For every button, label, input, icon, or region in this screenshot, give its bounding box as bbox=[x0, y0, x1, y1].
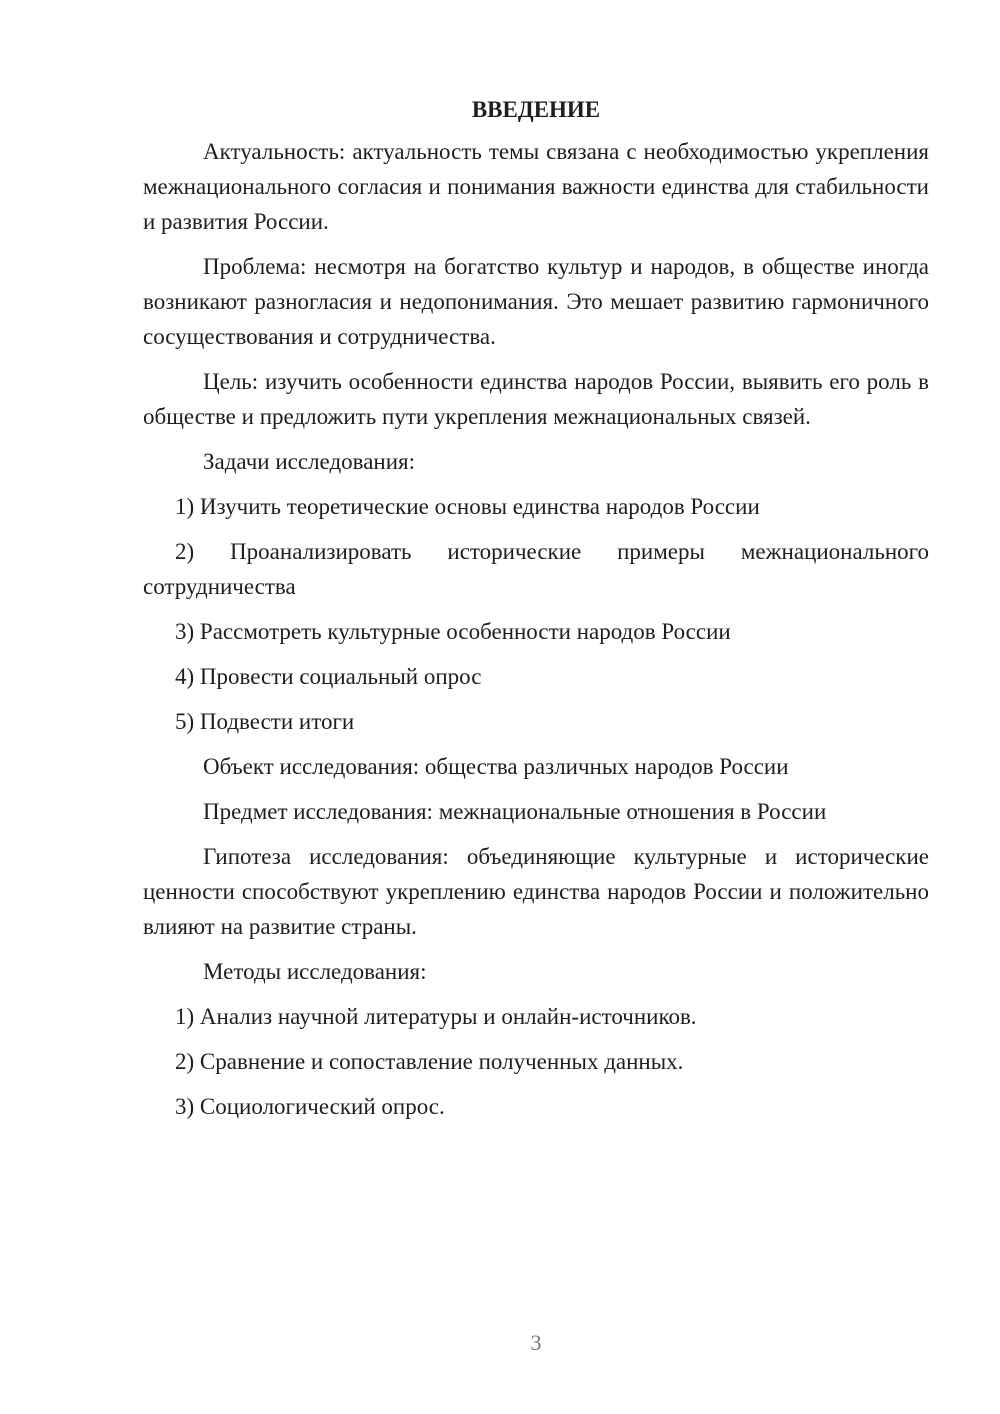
subject-paragraph: Предмет исследования: межнациональные отношения в России bbox=[203, 799, 827, 824]
method-item-3: 3) Социологический опрос. bbox=[175, 1094, 445, 1119]
task-item-4: 4) Провести социальный опрос bbox=[175, 664, 482, 689]
goal-paragraph: Цель: изучить особенности единства народов России, выявить его роль в обществе и предложить пути укрепления межнациональных связей. bbox=[143, 369, 929, 429]
hypothesis-paragraph: Гипотеза исследования: объединяющие культурные и исторические ценности способствуют укреплению единства народов России и положительно влияют на развитие страны. bbox=[143, 844, 929, 939]
method-item-2: 2) Сравнение и сопоставление полученных данных. bbox=[175, 1049, 684, 1074]
object-paragraph: Объект исследования: общества различных народов России bbox=[203, 754, 789, 779]
task-item-5: 5) Подвести итоги bbox=[175, 709, 355, 734]
method-item-1: 1) Анализ научной литературы и онлайн-источников. bbox=[175, 1004, 697, 1029]
problem-paragraph: Проблема: несмотря на богатство культур и народов, в обществе иногда возникают разногласия и недопонимания. Это мешает развитию гармоничного сосуществования и сотрудничества. bbox=[143, 254, 929, 349]
task-item-2: 2) Проанализировать исторические примеры межнационального сотрудничества bbox=[143, 539, 929, 599]
relevance-paragraph: Актуальность: актуальность темы связана с необходимостью укрепления межнационального согласия и понимания важности единства для стабильности и развития России. bbox=[143, 139, 929, 234]
page-number: 3 bbox=[530, 1330, 542, 1355]
tasks-heading: Задачи исследования: bbox=[203, 449, 416, 474]
task-item-3: 3) Рассмотреть культурные особенности народов России bbox=[175, 619, 731, 644]
methods-heading: Методы исследования: bbox=[203, 959, 427, 984]
task-item-1: 1) Изучить теоретические основы единства народов России bbox=[175, 494, 760, 519]
page-title: ВВЕДЕНИЕ bbox=[471, 97, 601, 122]
page-body bbox=[143, 92, 929, 1134]
